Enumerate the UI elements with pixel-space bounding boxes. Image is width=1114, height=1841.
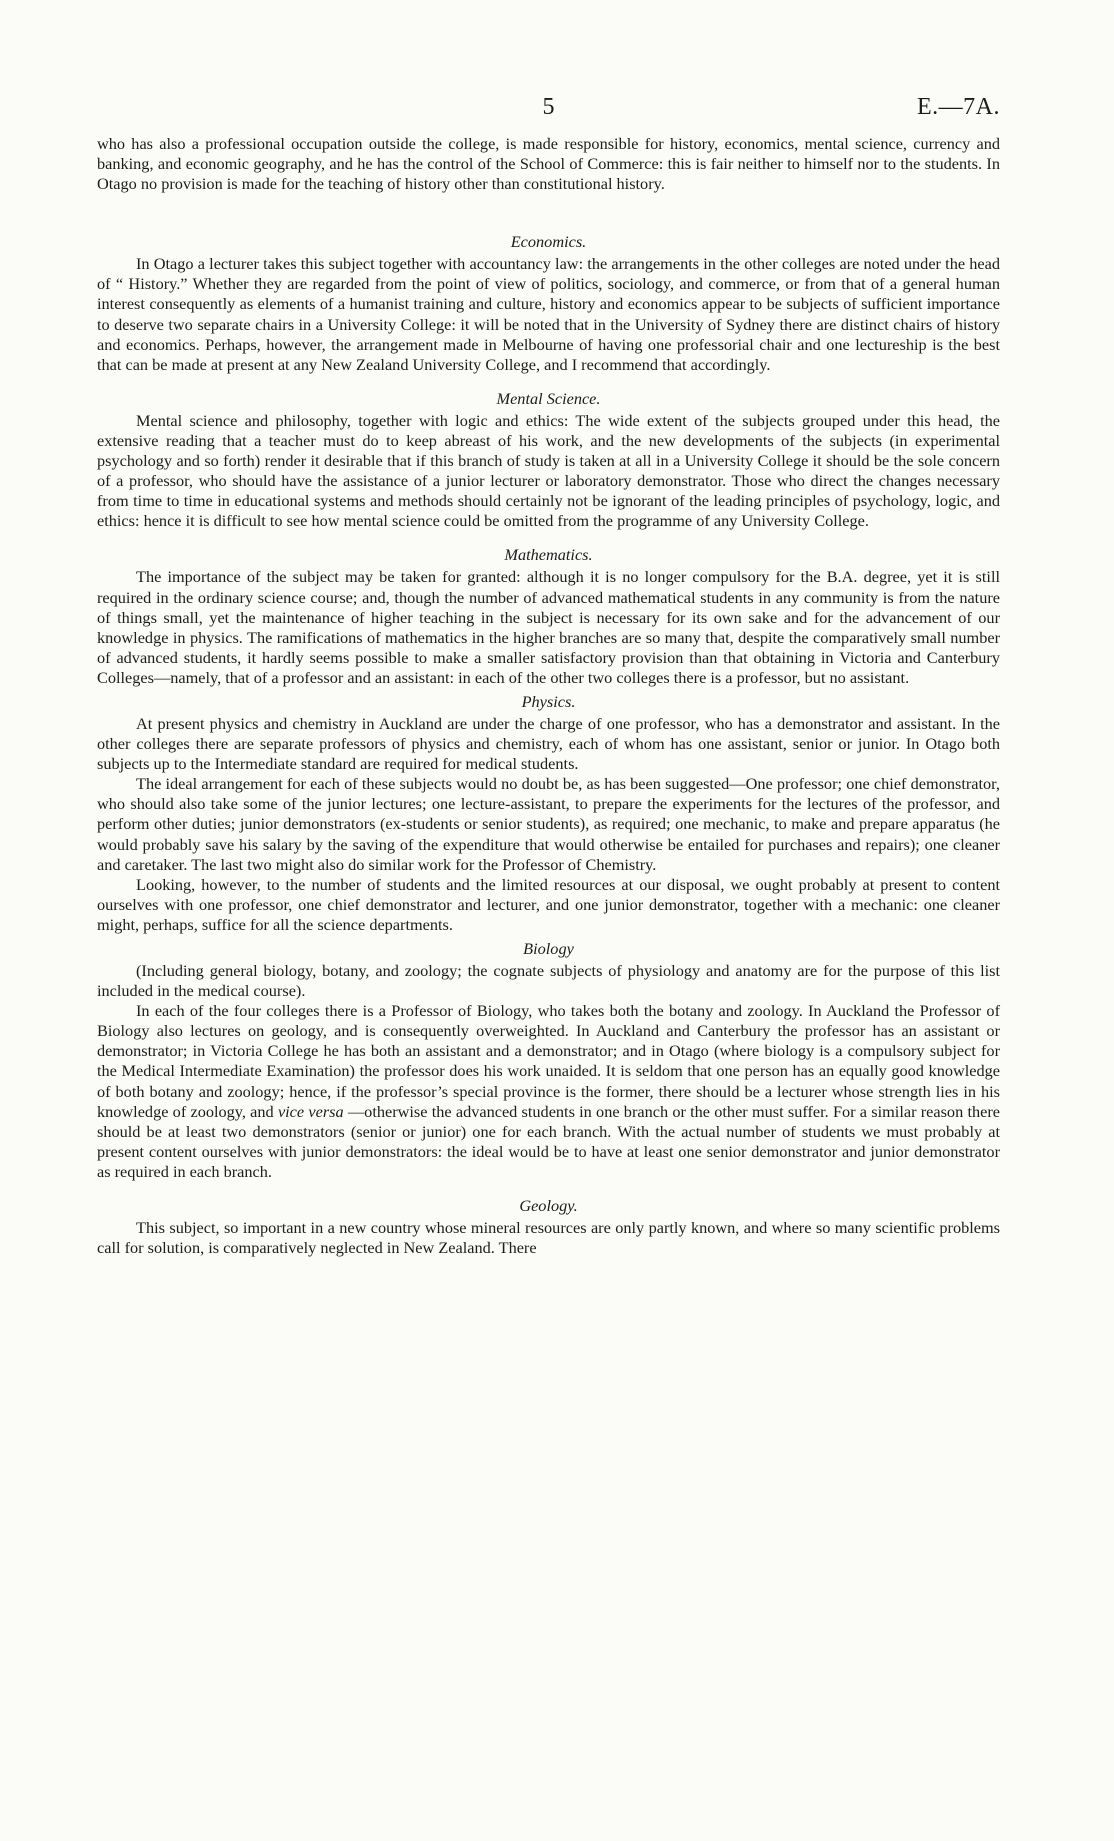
physics-heading: Physics. xyxy=(521,691,576,711)
physics-paragraph: At present physics and chemistry in Auckland are under the charge of one professor, who has a demonstrator and assistant. In the other colleges there are separate professors of physics and chemistry, each of whom has one assistant, senior or junior. In Otago both subjects up to the Intermediate standard are required for medical students. xyxy=(97,713,1000,774)
geology-heading: Geology. xyxy=(519,1196,578,1216)
document-reference: E.—7A. xyxy=(917,94,1000,120)
geology-paragraph: This subject, so important in a new country whose mineral resources are only partly known, and where so many scientific problems call for solution, is comparatively neglected in New Zealand. There xyxy=(97,1218,1000,1258)
intro-section xyxy=(97,134,1000,194)
economics-paragraph: In Otago a lecturer takes this subject together with accountancy law: the arrangements in the other colleges are noted under the head of “ History.” Whether they are regarded from the point of view of politics, sociology, and commerce, or from that of a general human interest consequently as elements of a humanist training and culture, history and economics appear to be subjects of sufficient importance to deserve two separate chairs in a University College: it will be noted that in the University of Sydney there are distinct chairs of history and economics. Perhaps, however, the arrangement made in Melbourne of having one professorial chair and one lectureship is the best that can be made at present at any New Zealand University College, and I recommend that accordingly. xyxy=(97,254,1000,374)
document-page xyxy=(97,94,1000,1258)
mental-science-heading: Mental Science. xyxy=(496,388,601,408)
economics-heading: Economics. xyxy=(510,232,587,252)
page-header xyxy=(97,94,1000,134)
biology-text: In each of the four colleges there is a Professor of Biology, who takes both the botany and zoology. In Auckland the Professor of Biology also lectures on geology, and is consequently overweighted. In Auckland and Canterbury the professor has an assistant or demonstrator; in Victoria College he has both an assistant and a demonstrator; and in Otago (where biology is a compulsory subject for the Medical Intermediate Examination) the professor does his work unaided. It is seldom that one person has an equally good knowledge of both botany and zoology; hence, if the professor’s special province is the former, there should be a lecturer whose strength lies in his knowledge of zoology, and xyxy=(97,1001,1000,1121)
physics-paragraph: Looking, however, to the number of students and the limited resources at our disposal, we ought probably at present to content ourselves with one professor, one chief demonstrator and lecturer, and one junior demonstrator, together with a mechanic: one cleaner might, perhaps, suffice for all the science departments. xyxy=(97,874,1000,934)
biology-section xyxy=(97,939,1000,1182)
biology-scope-paragraph: (Including general biology, botany, and zoology; the cognate subjects of physiology and anatomy are for the purpose of this list included in the medical course). xyxy=(97,961,1000,1001)
biology-heading: Biology xyxy=(523,939,574,958)
geology-section xyxy=(97,1196,1000,1258)
intro-paragraph: who has also a professional occupation outside the college, is made responsible for history, economics, mental science, currency and banking, and economic geography, and he has the control of the School of Commerce: this is fair neither to himself nor to the students. In Otago no provision is made for the teaching of history other than constitutional history. xyxy=(97,134,1000,194)
mathematics-section xyxy=(97,545,1000,688)
biology-emphasis: vice versa xyxy=(277,1101,344,1121)
physics-paragraph: The ideal arrangement for each of these subjects would no doubt be, as has been suggested—One professor; one chief demonstrator, who should also take some of the junior lectures; one lecture-assistant, to prepare the experiments for the lectures of the professor, and perform other duties; junior demonstrators (ex-students or senior students), as required; one mechanic, to make and prepare apparatus (he would probably save his salary by the saving of the expenditure that would otherwise be entailed for purchases and repairs); one cleaner and caretaker. The last two might also do similar work for the Professor of Chemistry. xyxy=(97,774,1000,874)
mental-science-paragraph: Mental science and philosophy, together with logic and ethics: The wide extent of the subjects grouped under this head, the extensive reading that a teacher must do to keep abreast of his work, and the new developments of the subjects (in experimental psychology and so forth) render it desirable that if this branch of study is taken at all in a University College it should be the sole concern of a professor, who should have the assistance of a junior lecturer or laboratory demonstrator. Those who direct the changes necessary from time to time in educational systems and methods should certainly not be ignorant of the leading principles of psychology, logic, and ethics: hence it is difficult to see how mental science could be omitted from the programme of any University College. xyxy=(97,410,1000,531)
mental-science-section xyxy=(97,389,1000,532)
biology-text: —otherwise the advanced students in one branch or the other must suffer. For a similar reason there should be at least two demonstrators (senior or junior) one for each branch. With the actual number of students we must probably at present content ourselves with junior demonstrators: the ideal would be to have at least one senior demonstrator and junior demonstrator as required in each branch. xyxy=(97,1101,1000,1181)
mathematics-paragraph: The importance of the subject may be taken for granted: although it is no longer compulsory for the B.A. degree, yet it is still required in the ordinary science course; and, though the number of advanced mathematical students in any community is from the nature of things small, yet the maintenance of higher teaching in the subject is necessary for its own sake and for the advancement of our knowledge in physics. The ramifications of mathematics in the higher branches are so many that, despite the comparatively small number of advanced students, it hardly seems possible to make a smaller satisfactory provision than that obtaining in Victoria and Canterbury Colleges—namely, that of a professor and an assistant: in each of the other two colleges there is a professor, but no assistant. xyxy=(97,567,1000,687)
physics-section xyxy=(97,692,1000,935)
economics-section xyxy=(97,232,1000,375)
page-number: 5 xyxy=(542,94,555,120)
biology-paragraph xyxy=(97,1001,1000,1182)
mathematics-heading: Mathematics. xyxy=(504,545,593,565)
